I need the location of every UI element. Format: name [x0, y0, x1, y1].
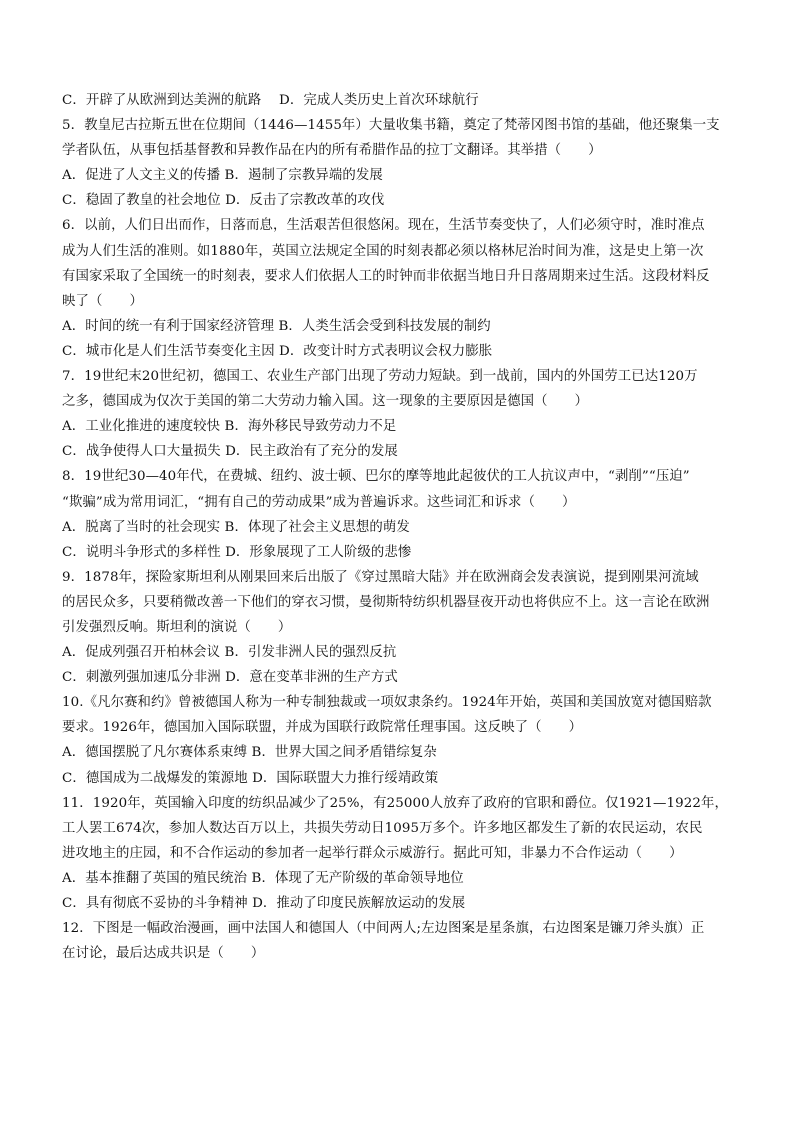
question-11-options-ab: A．基本推翻了英国的殖民统治 B．体现了无产阶级的革命领导地位: [62, 870, 464, 886]
question-8-options-cd: C．说明斗争形式的多样性 D．形象展现了工人阶级的悲惨: [62, 544, 412, 560]
text-line: 成为人们生活的准则。如1880年，英国立法规定全国的时刻表都必须以格林尼治时间为准，这是史上第一次: [62, 243, 704, 259]
question-8-options-ab: A．脱离了当时的社会现实 B．体现了社会主义思想的萌发: [62, 519, 410, 535]
question-9-options-ab: A．促成列强召开柏林会议 B．引发非洲人民的强烈反抗: [62, 645, 397, 661]
question-7-stem: 7．19世纪末20世纪初，德国工、农业生产部门出现了劳动力短缺。到一战前，国内的外国劳工已达120万: [62, 369, 698, 385]
question-10-options-cd: C．德国成为二战爆发的策源地 D．国际联盟大力推行绥靖政策: [62, 770, 439, 786]
text-line: 工人罢工674次，参加人数达百万以上，共损失劳动日1095万多个。许多地区都发生了新的农民运动，农民: [62, 820, 703, 836]
text-line: C．开辟了从欧洲到达美洲的航路 D．完成人类历史上首次环球航行: [62, 93, 479, 108]
question-10-stem: 10.《凡尔赛和约》曾被德国人称为一种专制独裁或一项奴隶条约。1924年开始，英国和美国放宽对德国赔款: [62, 695, 712, 711]
text-line: 学者队伍，从事包括基督教和异教作品在内的所有希腊作品的拉丁文翻译。其举措（ ）: [62, 143, 602, 159]
question-7-options-ab: A．工业化推进的速度较快 B．海外移民导致劳动力不足: [62, 419, 397, 435]
exam-page: [62, 88, 734, 966]
question-9-options-cd: C．刺激列强加速瓜分非洲 D．意在变革非洲的生产方式: [62, 670, 398, 686]
question-5-options-ab: A．促进了人文主义的传播 B．遏制了宗教异端的发展: [62, 168, 383, 184]
question-12-stem: 12．下图是一幅政治漫画，画中法国人和德国人（中间两人;左边图案是星条旗，右边图案是镰刀斧头旗）正: [62, 921, 705, 937]
text-line: “欺骗”成为常用词汇，“拥有自己的劳动成果”成为普遍诉求。这些词汇和诉求（ ）: [62, 494, 576, 510]
text-line: 引发强烈反响。斯坦利的演说（ ）: [62, 619, 292, 635]
question-6-options-ab: A．时间的统一有利于国家经济管理 B．人类生活会受到科技发展的制约: [62, 318, 491, 334]
question-10-options-ab: A．德国摆脱了凡尔赛体系束缚 B．世界大国之间矛盾错综复杂: [62, 745, 437, 761]
question-7-options-cd: C．战争使得人口大量损失 D．民主政治有了充分的发展: [62, 444, 398, 460]
question-11-stem: 11．1920年，英国输入印度的纺织品减少了25%，有25000人放弃了政府的官职和爵位。仅1921—1922年，: [62, 795, 729, 811]
question-5-stem: 5．教皇尼古拉斯五世在位期间（1446—1455年）大量收集书籍，奠定了梵蒂冈图书馆的基础，他还聚集一支: [62, 118, 720, 134]
text-line: 有国家采取了全国统一的时刻表，要求人们依据人工的时钟而非依据当地日升日落周期来过生活。这段材料反: [62, 268, 710, 284]
question-6-options-cd: C．城市化是人们生活节奏变化主因 D．改变计时方式表明议会权力膨胀: [62, 343, 493, 359]
text-line: 要求。1926年，德国加入国际联盟，并成为国联行政院常任理事国。这反映了（ ）: [62, 720, 583, 736]
text-line: 映了（ ）: [62, 293, 143, 309]
text-line: 之多，德国成为仅次于美国的第二大劳动力输入国。这一现象的主要原因是德国（ ）: [62, 394, 589, 410]
text-line: 在讨论，最后达成共识是（ ）: [62, 946, 265, 962]
question-6-stem: 6．以前，人们日出而作，日落而息，生活艰苦但很悠闲。现在，生活节奏变快了，人们必须守时，准时准点: [62, 218, 705, 234]
question-8-stem: 8．19世纪30—40年代，在费城、纽约、波士顿、巴尔的摩等地此起彼伏的工人抗议声中，“剥削”“压迫”: [62, 469, 690, 485]
text-line: 的居民众多，只要稍微改善一下他们的穿衣习惯，曼彻斯特纺织机器昼夜开动也将供应不上。这一言论在欧洲: [62, 594, 710, 610]
text-line: 进攻地主的庄园，和不合作运动的参加者一起举行群众示威游行。据此可知，非暴力不合作运动（ ）: [62, 845, 683, 861]
question-9-stem: 9．1878年，探险家斯坦利从刚果回来后出版了《穿过黑暗大陆》并在欧洲商会发表演说，提到刚果河流域: [62, 569, 699, 585]
question-11-options-cd: C．具有彻底不妥协的斗争精神 D．推动了印度民族解放运动的发展: [62, 896, 466, 911]
question-5-options-cd: C．稳固了教皇的社会地位 D．反击了宗教改革的攻伐: [62, 193, 385, 209]
